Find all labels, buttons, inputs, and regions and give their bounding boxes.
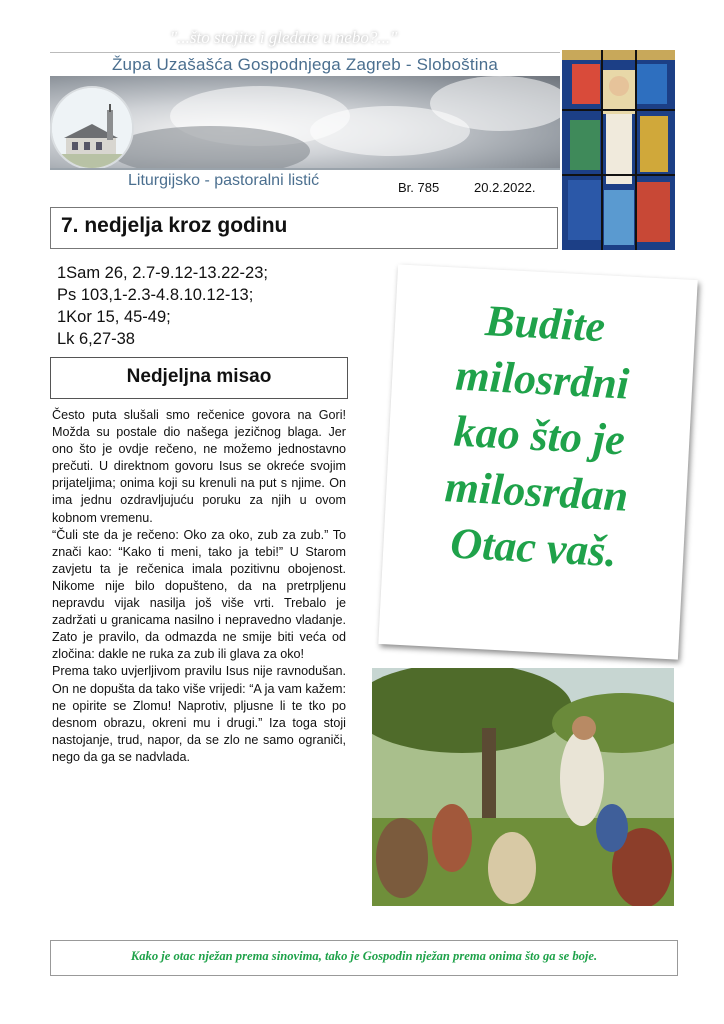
footer-box bbox=[50, 940, 678, 976]
readings-list bbox=[57, 262, 268, 350]
reading-item: 1Kor 15, 45-49; bbox=[57, 308, 171, 326]
parish-name: Župa Uzašašća Gospodnjega Zagreb - Sloboština bbox=[50, 52, 560, 75]
quote-line: milosrdan bbox=[443, 462, 630, 521]
paragraph: “Čuli ste da je rečeno: Oko za oko, zub za zub.” To znači kao: “Kako ti meni, tako ja tebi!” U Starom zavjetu ta je rečenica imala pozitivnu obojenost. Nikome nije bilo dopušteno, da na pretrpljenu nepravdu vijak nasilja još više vrti. Trebalo je zadržati u granicama nasilno i nepravedno vladanje. Zato je pravilo, da odmazda ne smije biti veća od zločina: dakle ne ruka za zub ili glava za oko! bbox=[52, 527, 346, 662]
page-title: 7. nedjelja kroz godinu bbox=[61, 214, 288, 237]
header-divider bbox=[50, 168, 560, 170]
quote-line: Budite bbox=[484, 296, 607, 352]
quote-line: milosrdni bbox=[454, 350, 631, 409]
church-icon bbox=[52, 88, 132, 168]
section-title-box bbox=[50, 357, 348, 399]
quote-card bbox=[378, 264, 697, 659]
quote-text bbox=[382, 288, 696, 583]
paragraph: Prema tako uvjerljivom pravilu Isus nije ravnodušan. On ne dopušta da tako više vrijedi: “A ja vam kažem: ne opirite se Zlomu! Naprotiv, pljusne li te tko po desnom obrazu, okreni mu i drugi.” Iza toga stoji nastojanje, trud, napor, da se zlo ne samo ograniči, nego da ga se nadvlada. bbox=[52, 664, 346, 764]
reading-item: Ps 103,1-2.3-4.8.10.12-13; bbox=[57, 286, 254, 304]
footer-quote: Kako je otac nježan prema sinovima, tako je Gospodin nježan prema onima što ga se boje. bbox=[130, 949, 598, 963]
quote-line: kao što je bbox=[452, 406, 627, 465]
section-title: Nedjeljna misao bbox=[126, 366, 272, 387]
church-logo bbox=[50, 86, 134, 170]
paragraph: Često puta slušali smo rečenice govora na Gori! Možda su postale dio našega jezičnog blaga. Jer ono što je ovdje rečeno, ne možemo jednostavno prečuti. U direktnom govoru Isus se okreće svojim prijateljima; onima koji su krenuli na put s njime. On ima jednu ozdravljujuću poruku za njih u ovom kobnom vremenu. bbox=[52, 408, 346, 525]
issue-number: Br. 785 bbox=[398, 180, 440, 195]
article-body bbox=[52, 407, 346, 766]
issue-date: 20.2.2022. bbox=[474, 180, 536, 195]
bulletin-subtitle: Liturgijsko - pastoralni listić bbox=[128, 172, 320, 189]
stained-glass-image bbox=[562, 50, 675, 250]
jesus-teaching-painting bbox=[372, 668, 674, 906]
quote-line: Otac vaš. bbox=[449, 518, 618, 577]
title-box bbox=[50, 207, 558, 249]
banner-quote: "...što stojite i gledate u nebo?..." bbox=[170, 28, 398, 47]
reading-item: Lk 6,27-38 bbox=[57, 330, 135, 348]
reading-item: 1Sam 26, 2.7-9.12-13.22-23; bbox=[57, 264, 268, 282]
